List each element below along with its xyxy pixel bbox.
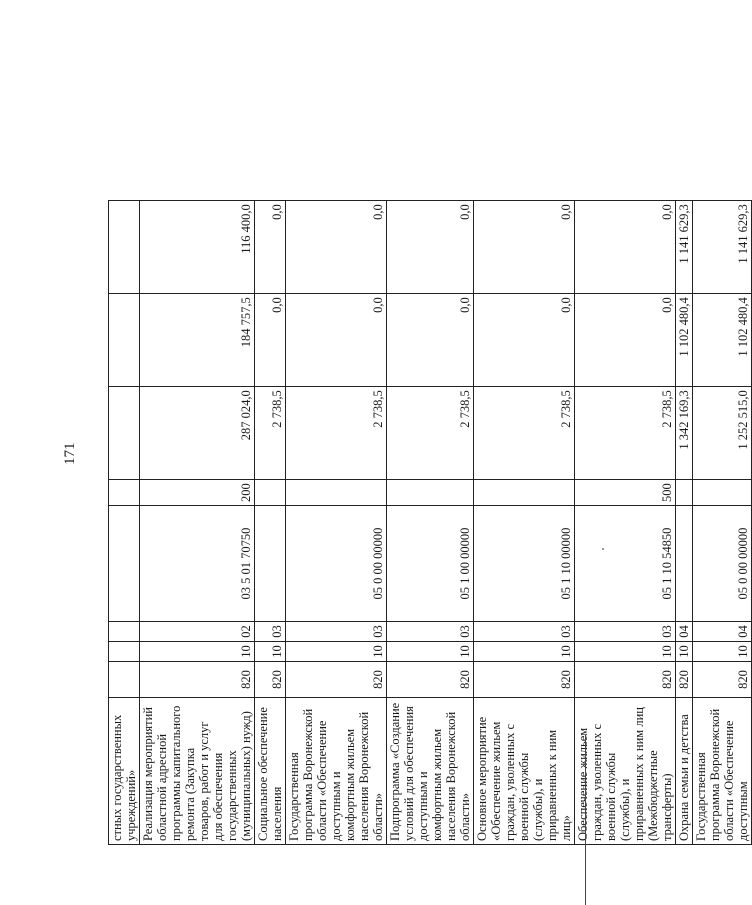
vr-code (474, 480, 575, 506)
rz-code: 10 (255, 642, 286, 662)
rz-code: 10 (387, 642, 474, 662)
row-name: Охрана семьи и детства (676, 698, 693, 845)
pr-code (109, 622, 140, 642)
vr-code: 200 (140, 480, 255, 506)
sum-year-2: 184 757,5 (140, 294, 255, 387)
csr-code (255, 506, 286, 622)
pr-code: 04 (693, 622, 752, 642)
table-row (140, 201, 255, 845)
sum-year-1: 2 738,5 (575, 387, 676, 480)
pr-code: 04 (676, 622, 693, 642)
sum-year-2 (109, 294, 140, 387)
gr-code (109, 662, 140, 698)
vr-code (286, 480, 387, 506)
budget-table (108, 200, 752, 845)
vr-code: 500 (575, 480, 676, 506)
rz-code: 10 (474, 642, 575, 662)
vr-code (693, 480, 752, 506)
sum-year-3: 0,0 (387, 201, 474, 294)
table-row (676, 201, 693, 845)
rz-code: 10 (693, 642, 752, 662)
csr-code: 05 0 00 00000 (286, 506, 387, 622)
csr-code: 05 1 10 54850 (575, 506, 676, 622)
csr-code: 05 1 00 00000 (387, 506, 474, 622)
sum-year-2: 0,0 (575, 294, 676, 387)
rz-code: 10 (286, 642, 387, 662)
sum-year-1: 2 738,5 (255, 387, 286, 480)
sum-year-3: 1 141 629,3 (693, 201, 752, 294)
sum-year-2: 1 102 480,4 (693, 294, 752, 387)
table-row (109, 201, 140, 845)
pr-code: 03 (286, 622, 387, 642)
table-row (693, 201, 752, 845)
gr-code: 820 (286, 662, 387, 698)
row-name: Обеспечение жильем граждан, уволенных с военной службы (службы), и приравненных к ним лиц (Межбюджетные трансферты) (575, 698, 676, 845)
rz-code: 10 (140, 642, 255, 662)
pr-code: 02 (140, 622, 255, 642)
sum-year-1: 287 024,0 (140, 387, 255, 480)
sum-year-2: 0,0 (255, 294, 286, 387)
gr-code: 820 (140, 662, 255, 698)
pr-code: 03 (474, 622, 575, 642)
gr-code: 820 (693, 662, 752, 698)
sum-year-1: 2 738,5 (474, 387, 575, 480)
row-name: Социальное обеспечение населения (255, 698, 286, 845)
vr-code (676, 480, 693, 506)
sum-year-2: 0,0 (286, 294, 387, 387)
sum-year-1: 2 738,5 (286, 387, 387, 480)
gr-code: 820 (255, 662, 286, 698)
gr-code: 820 (575, 662, 676, 698)
rz-code: 10 (676, 642, 693, 662)
vr-code (109, 480, 140, 506)
scan-speck (602, 548, 604, 550)
sum-year-1: 1 342 169,3 (676, 387, 693, 480)
sum-year-3: 0,0 (286, 201, 387, 294)
row-name: Реализация мероприятий областной адресной программы капитального ремонта (Закупка товаров, работ и услуг для обеспечения государственных (муниципальных) нужд) (140, 698, 255, 845)
csr-code: 05 1 10 00000 (474, 506, 575, 622)
page-number: 171 (62, 442, 78, 465)
sum-year-3: 0,0 (255, 201, 286, 294)
row-name: Основное мероприятие «Обеспечение жильем граждан, уволенных с военной службы (службы), и приравненных к ним лиц» (474, 698, 575, 845)
pr-code: 03 (575, 622, 676, 642)
row-name: стных государственных учреждений» (109, 698, 140, 845)
vr-code (387, 480, 474, 506)
rz-code (109, 642, 140, 662)
sum-year-3: 0,0 (474, 201, 575, 294)
row-name: Государственная программа Воронежской области «Обеспечение доступным и комфортным жильем населения Воронежской области» (286, 698, 387, 845)
row-name: Подпрограмма «Создание условий для обеспечения доступным и комфортным жильем населения Воронежской области» (387, 698, 474, 845)
sum-year-1: 1 252 515,0 (693, 387, 752, 480)
csr-code (109, 506, 140, 622)
csr-code (676, 506, 693, 622)
table-row (286, 201, 387, 845)
csr-code: 03 5 01 70750 (140, 506, 255, 622)
vr-code (255, 480, 286, 506)
sum-year-3: 116 400,0 (140, 201, 255, 294)
footnote-line (585, 735, 586, 905)
gr-code: 820 (676, 662, 693, 698)
row-name: Государственная программа Воронежской области «Обеспечение доступным (693, 698, 752, 845)
pr-code: 03 (387, 622, 474, 642)
gr-code: 820 (387, 662, 474, 698)
csr-code: 05 0 00 00000 (693, 506, 752, 622)
table-row (387, 201, 474, 845)
rz-code: 10 (575, 642, 676, 662)
sum-year-3: 1 141 629,3 (676, 201, 693, 294)
sum-year-1: 2 738,5 (387, 387, 474, 480)
table-row (255, 201, 286, 845)
sum-year-2: 0,0 (474, 294, 575, 387)
gr-code: 820 (474, 662, 575, 698)
sum-year-1 (109, 387, 140, 480)
sum-year-3: 0,0 (575, 201, 676, 294)
pr-code: 03 (255, 622, 286, 642)
table-row (575, 201, 676, 845)
sum-year-2: 0,0 (387, 294, 474, 387)
table-row (474, 201, 575, 845)
sum-year-2: 1 102 480,4 (676, 294, 693, 387)
sum-year-3 (109, 201, 140, 294)
